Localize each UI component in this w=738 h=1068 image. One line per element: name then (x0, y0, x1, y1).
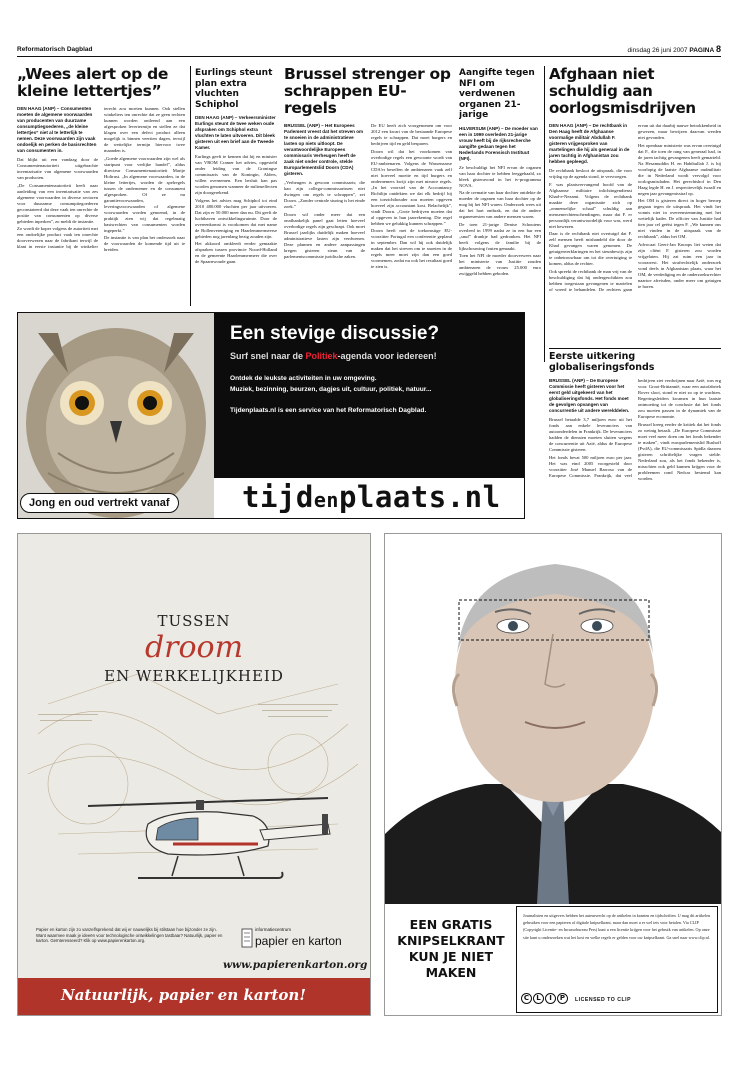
article-body (195, 154, 277, 265)
logo-part: en (313, 488, 339, 512)
paragraph: Doorn wil onder meer dat een onafhankelijk panel gaat letten hoeveel overbodige regels zijn geschrapt. Ook moet Brussel jaarlijks duidelijk maken hoeveel administratieve lasten zijn verdwenen. Deze plannen en andere aanpassingen kregen gisteren steun van de parlementscommissie juridische zaken. (284, 211, 365, 259)
paragraph: De EU heeft zich voorgenomen om voor 2012 een kwart van de bestaande Europese regels te schrappen. Dat moet burgers en bedrijven tijd en geld besparen. (371, 123, 452, 146)
helicopter-icon (78, 784, 338, 914)
ad-title (18, 612, 370, 685)
ad-title-accent: droom (144, 630, 244, 665)
owl-photo (18, 313, 214, 518)
ad-line: Ontdek de leukste activiteiten in uw omgeving. (230, 375, 377, 382)
ad-sub-part: Surf snel naar de (230, 351, 306, 361)
article-schiphol (195, 68, 277, 306)
paragraph: De rechtbank besloot de uitspraak, die voor vrijdag op de agenda stond, te vervroegen. (549, 168, 632, 179)
paragraph: Het openbaar ministerie was ervan overtuigd dat F., die toen de rang van generaal had, in de jaren tachtig gevangenen heeft gemarteld. Na Hesamuddin H. en Habibullah J. is hij voorlopig de laatste Afghaanse oudmilitair die in Nederland wordt vervolgd voor oorlogsmisdaden. Het gerechtshof in Den Haag legde H. en J. respectievelijk twaalf en negen jaar gevangenisstraf op. (638, 142, 721, 196)
logo-part: plaats.nl (338, 480, 501, 514)
paragraph: Ze beschuldigt het NFI ervan de organen van haar dochter te hebben leeggehaald, zo bleek gisteravond in het tv-programma NOVA. (459, 164, 541, 188)
paragraph: „De Consumentenautoriteit heeft naar aanleiding van een inventarisatie van zes algemene voorwaarden in diverse sectoren voor duurzame consumptiegoederen geconstateerd dat deze vaak ten onrechte de positie van consumenten op diverse gebieden inperken”, zo meldt de instantie. (17, 182, 98, 224)
clip-info-box (516, 906, 718, 1013)
page-date: dinsdag 26 juni 2007 (627, 47, 688, 54)
ad-fine-print: Papier en karton zijn zo vanzelfsprekend dat wij er nauwelijks bij stilstaan hoe bijzonder ze zijn. Want waarmee maak je ideeën voor technologische ontwikkelingen tastbaar? Natuurlijk, papier en karton. Geïnteresseerd? Klik op www.papierenkarton.org. (36, 927, 223, 944)
article-title: Afghaan niet schuldig aan oorlogsmisdrijven (549, 66, 696, 117)
article-eu-regels (284, 66, 452, 306)
ad-clip[interactable] (384, 533, 722, 1016)
paragraph: „Goede algemene voorwaarden zijn wel als startpunt voor verlijke handel”, aldus directeur Consumentenautoriteit Marije Holtrust. „In algemene voorwaarden, in de kleine lettertjes, worden de spelregels tussen de ondernemer en de consument afgesproken. Of ze nu garantievoorwaarden, leveringsvoorwaarden of algemene voorwaarden worden genoemd, in de praktijk zien wij dat regelmatig basisrechten van consumenten worden ingeperkt.” (104, 155, 185, 233)
ad-title-line: EN WERKELIJKHEID (104, 667, 284, 685)
owl-icon (18, 313, 214, 518)
article-title: Brussel strenger op schrappen EU-regels (284, 66, 451, 117)
paragraph: Brussel betaalde 3,7 miljoen euro uit het fonds aan enkele leveranciers van autoonderdelen in Frankrijk. De leveranciers hadden de diensten moeten sluiten wegens de concurrentie uit Azië, aldus de Europese Commissie gisteren. (549, 417, 632, 452)
page-label: PAGINA (689, 47, 715, 54)
paragraph: Advocaat Geert-Jan Knoops liet weten dat zijn cliënt F. gisteren zou worden vrijgelaten. Hij zat ruim een jaar in voorarrest. Het strafrechtelijk onderzoek vond deels in Afghanistan plaats, waar het OM, de verdediging en de onderzoeksrechter naartoe afreisden, onder meer om getuigen te horen. (638, 241, 721, 289)
paragraph: Het OM is gisteren direct in hoger beroep gegaan tegen de uitspraak. Het vindt het vonnis niet in overeenstemming met het wettelijk kader. De officier van Justitie had tien jaar cel geëist tegen F. „We kunnen ons niet vinden in de uitspraak van de rechtbank”, aldus het OM. (638, 198, 721, 239)
clip-letter: P (557, 993, 568, 1004)
paragraph: Doorn heeft met de toekomstige EU-voorzitter Portugal een conferentie gepland in september. Dan wil hij ook duidelijk maken dat het streven om te snoeien in de regels meer moet zijn dan een goed voornemen, zodat nu ook het resultaat goed te zien is. (371, 228, 452, 269)
page-number: 8 (715, 44, 721, 54)
article-intro: HILVERSUM (ANP) – De moeder van een in 1999 overleden 21-jarige vrouw heeft bij de rijksrecherche aangifte gedaan tegen het Nederlands Forensisch Instituut (NFI). (459, 125, 538, 161)
ad-service-line: Tijdenplaats.nl is een service van het Reformatorisch Dagblad. (230, 407, 427, 414)
paragraph: Het akkoord omkleedt eerder gemaakte afspraken tussen provincie Noord-Holland en de gemeente Haarlemmermeer die over de Spaarnwoude gaan. (195, 241, 277, 264)
paragraph: Na de crematie van haar dochter ontdekte de moeder de organen van haar dochter op de mog bij het NFI waren. Onderzoek wees uit dat het hart ontbrak, en dat de andere organenresten van andere mensen waren. (459, 190, 541, 219)
paragraph: Het fonds bevat 500 miljoen euro per jaar. Het was eind 2005 voorgesteld door voorzitter José Manuel Barroso van de Europese Commissie. Frankrijk, dat veel bedrijven ziet verdwijnen naar Azië, was erg voor. Groot-Brittannië, waar een autofabriek Rover sloot, stond er niet zo op te wachten. Regeringsleiders kwamen in hun laatste ontmoeting tot de conclusie dat het fonds zou moeten passen in de dynamiek van de Europese economie. (549, 378, 721, 478)
papierenkarton-badge (241, 926, 353, 954)
ad-title-line: TUSSEN (157, 612, 231, 630)
paragraph: F. was plaatsvervangend hoofd van de Afghaanse militaire inlichtingendienst Khad-e-Nezami. Volgens de rechtbank maakte deze organisatie zich op „onmenselijke schaal” schuldig aan mensenrechtenschendingen, maar dat F. er persoonlijk verantwoordelijk voor was, werd niet bewezen. (549, 181, 632, 229)
clip-license: LICENSED TO CLIP (575, 997, 632, 1003)
paragraph: Brussel kreeg eerder de kritiek dat het fonds zo weinig betaalt. „De Europese Commissie moet veel meer doen om het fonds bekender te maken”, vindt europarlementslid Bushoff (PvdA), die EU-commissaris Spidla daarom gisteren schriftelijke vragen stelde. Nederland zou, als het fonds bekender is, misschien ook geld kunnen krijgen voor de probleemen rond Nedcar bestemd kan worden. (638, 421, 721, 481)
paragraph: Toen het NFI de moeder doorverwees naar het ministerie van Justitie zouden ambtenaren de vrouw 25.000 euro zwijggeld hebben geboden. (459, 253, 541, 276)
paragraph: Volgens het advies mag Schiphol tot eind 2010 480.000 vluchten per jaar uitvoeren. Dat zijn er 50.000 meer dan nu. Dit geeft de luchthaven ontwikkelingsruimte. Door de overeenkomst is voorkomen dat met name de Bollenvereniging en Haarlemmermeerse gebieden nog jarenlang bezig zouden zijn. (195, 197, 277, 239)
ad-slogan: Natuurlijk, papier en karton! (61, 986, 306, 1004)
clip-body: Journalisten en uitgevers hebben het auteursrecht op de artikelen in kranten en tijdschriften. U mag dit artikelen gebruiken voor een papieren of digitale knipselkrant, maar dan moet u er wel iets voor betalen. Via CLIP (Copyright Licentie- en Incassobureau Pers) kunt u een licentie krijgen voor het gebruik van artikelen. Op onze site kunt u onderzoeken wat het kost en welke regels er gelden voor uw knipselkrant. Ga snel naar www.clip.nl. (523, 913, 711, 940)
paper-name: Reformatorisch Dagblad (17, 46, 93, 53)
article-separator (549, 348, 721, 349)
ad-tijdenplaats[interactable] (17, 312, 525, 519)
article-title: Eerste uitkering globaliseringsfonds (549, 352, 655, 373)
logo-part: tijd (242, 480, 314, 514)
paper-stack-icon (241, 928, 253, 948)
article-afghaan (549, 66, 721, 346)
paragraph: Zo wordt de koper volgens de autoriteit met een ondoelijke product vaak ten onrechte doorverwezen naar de fabrikant terwijl de klant in eerste instantie bij de winkelier terecht zou moeten kunnen. Ook stellen winkeliers ten onrechte dat ze geen rechten kunnen worden ontleend aan een afgesproken levertermijn en stellen ze dat klagen over een defect product alleen mogelijk is binnen veertien dagen, terwijl de wettelijke termijn hiervoor twee maanden is. (17, 106, 185, 249)
article-intro: BRUSSEL (ANP) – Het Europees Parlement vreest dat het streven om te snoeien in de administratieve lasten op niets uitloopt. De verantwoordelijke Europees commissaris Verheugen heeft de zaak niet onder controle, stelde Europarlementslid Doorn (CDA) gisteren. (284, 123, 364, 176)
ad-headline: Een stevige discussie? (230, 323, 440, 344)
article-title: „Wees alert op de kleine lettertjes” (17, 66, 169, 100)
clip-letter: C (521, 993, 532, 1004)
ad-sub-part: -agenda voor iedereen! (337, 351, 437, 361)
column-divider (190, 66, 191, 306)
ad-slogan: Jong en oud vertrekt vanaf (20, 493, 179, 513)
article-title: Aangifte tegen NFI om verdwenen organen 21-jarige (459, 68, 535, 120)
article-body (459, 165, 541, 278)
paragraph: De instantie is van plan het onderzoek naar de voorwaarden de komende tijd uit te breiden. (104, 235, 185, 252)
ad-papierenkarton[interactable] (17, 533, 371, 1016)
tijdenplaats-logo[interactable] (242, 480, 501, 514)
ad-message-panel (214, 313, 524, 478)
paragraph: De toen 21-jarige Denise Schoutens overleed in 1999 nadat ze in een bar een „snuf” drankje had gedronken. Het NFI heeft volgens de familie bij de lijkschouwing fouten gemaakt. (459, 221, 541, 251)
clip-letter: I (545, 993, 556, 1004)
man-portrait-icon (385, 534, 722, 904)
column-divider (544, 66, 545, 362)
page-date-number (628, 44, 721, 54)
article-intro: DEN HAAG (ANP) – De rechtbank in Den Haag heeft de Afghaanse voormalige militair Abdullah F. gisteren vrijgesproken van martelingen die hij als generaal in de jaren tachtig in Afghanistan zou hebben gepleegd. (549, 123, 630, 164)
ad-subheadline (230, 351, 508, 361)
paragraph: Dat blijkt uit een vandaag door de Consumentenautoriteit uitgebrachte inventarisatie van algemene voorwaarden van producten. (17, 157, 98, 180)
clip-letter: L (533, 993, 544, 1004)
article-title: Eurlings steunt plan extra vluchten Schiphol (195, 68, 273, 110)
clip-logo[interactable] (521, 993, 569, 1004)
paragraph: Ook spreekt de rechtbank de man vrij van de beschuldiging dat hij ondergeschikten zou hebben toegestaan gevangenen te martelen of wreed te behandelen. De rechters gaan ervan uit dat daarbij nauwe betrokkenheid in gewezen, maar bewijzen daarvan werden niet gevonden. (549, 123, 721, 292)
ad-line: Muziek, bezinning, beurzen, dagjes uit, cultuur, politiek, natuur... (230, 386, 432, 393)
article-kleine-lettertjes (17, 66, 185, 306)
badge-caption: informatiecentrum (255, 927, 292, 932)
ad-sub-highlight: Politiek (305, 351, 338, 361)
paragraph: Daar is de rechtbank niet overtuigd dat F. zelf mensen heeft mishandeld die door de Khad gevangen waren genomen. De getuigenverklaringen en het steunbewijs zijn te onbetrouwbaar om tot die overtuiging te komen, aldus de rechter. (549, 231, 632, 266)
ad-slogan-band (18, 978, 370, 1016)
ad-url-link[interactable]: www.papierenkarton.org (223, 959, 368, 971)
article-globaliseringsfonds (549, 352, 721, 520)
article-intro: DEN HAAG (ANP) – Consumenten moeten de algemene voorwaarden van producenten van duurzame consumptiegoederen, „de kleine lettertjes” niet al te letterlijk te nemen. Deze voorwaarden zijn vaak ondoelijk en perken de basisrechten van consumenten in. (17, 106, 97, 153)
paragraph: Eurlings geeft te kennen dat hij en minister van VROM Cramer het advies, opgesteld onder leiding van de Groningse commissaris van de Koningin, Alders, willen overnemen. Een besluit kan pas worden genomen wanneer de milieueffecten zijn doorgerekend. (195, 154, 277, 195)
page-header (17, 43, 721, 57)
badge-title: papier en karton (255, 934, 342, 948)
ad-body (230, 373, 508, 395)
paragraph: „Verheugen is gewoon commissaris; die kan zijn collega-commissarissen niet dwingen om regels te schrappen”, zei Doorn. „Zonder centrale sturing is het einde zoek.” (284, 180, 366, 209)
article-intro: BRUSSEL (ANP) – De Europese Commissie heeft gisteren voor het eerst geld uitgekeerd van het globaliseringsfonds. Het fonds moet de gevolgen opvangen van concurrentie uit andere werelddelen. (549, 378, 630, 413)
article-intro: DEN HAAG (ANP) – Verkeersminister Eurlings steunt de twee weken oude afspraken om Schiphol extra vluchten te laten uitvoeren. Dit bleek gisteren uit een brief aan de Tweede Kamer. (195, 115, 276, 150)
ad-headline: EEN GRATIS KNIPSELKRANT KUN JE NIET MAKEN (397, 917, 505, 980)
paragraph: Doorn wil dat het voorkomen van overbodige regels een gewoonte wordt van EU-ambtenaren. Volgens de Wassenaarse CDA'er beseffen de ambtenaren vaak zelf niet hoeveel moeite en tijd burgers en ondernemers kwijt zijn met nieuwe regels. „In het voorstel van de Accountancy Richtlijn ontdekten we dat elk bedrijf bij een toezichthouder zou moeten opgeven hoeveel zijn accountant kost. Belachelijk”, vindt Doorn. „Grote bedrijven moeten dat al opgeven in hun jaarrekening. Die regel hebben we gelukkig kunnen schrappen.” (371, 148, 452, 226)
